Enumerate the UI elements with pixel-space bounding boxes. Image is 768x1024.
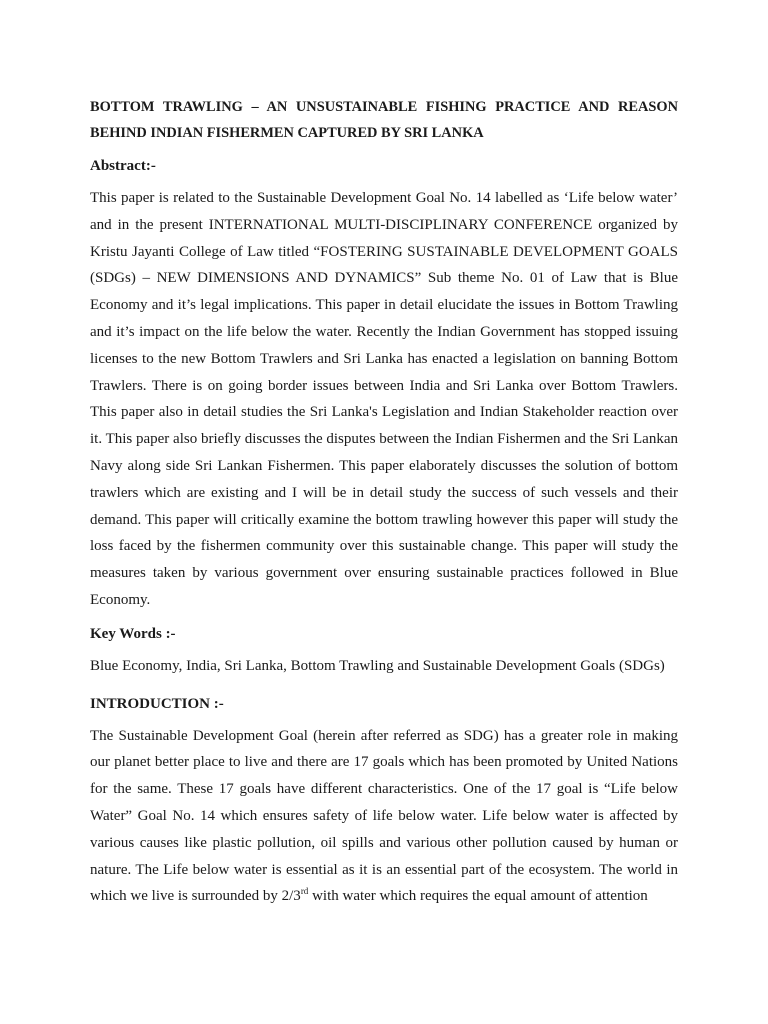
keywords-heading: Key Words :- [90,625,176,642]
abstract-paragraph: This paper is related to the Sustainable Development Goal No. 14 labelled as ‘Life below water’ and in the present INTERNATIONAL MULTI-DISCIPLINARY CONFERENCE organized by Kristu Jayanti College of Law titled “FOSTERING SUSTAINABLE DEVELOPMENT GOALS (SDGs) – NEW DIMENSIONS AND DYNAMICS” Sub theme No. 01 of Law that is Blue Economy and it’s legal implications. This paper in detail elucidate the issues in Bottom Trawling and it’s impact on the life below the water. Recently the Indian Government has stopped issuing licenses to the new Bottom Trawlers and Sri Lanka has enacted a legislation on banning Bottom Trawlers. There is on going border issues between India and Sri Lanka over Bottom Trawlers. This paper also in detail studies the Sri Lanka's Legislation and Indian Stakeholder reaction over it. This paper also briefly discusses the disputes between the Indian Fishermen and the Sri Lankan Navy along side Sri Lankan Fishermen. This paper elaborately discusses the solution of bottom trawlers which are existing and I will be in detail study the success of such vessels and their demand. This paper will critically examine the bottom trawling however this paper will study the loss faced by the fishermen community over this sustainable change. This paper will study the measures taken by various government over ensuring sustainable practices followed in Blue Economy. [90,190,678,608]
introduction-paragraph [90,723,678,911]
document-title: BOTTOM TRAWLING – AN UNSUSTAINABLE FISHING PRACTICE AND REASON BEHIND INDIAN FISHERMEN CAPTURED BY SRI LANKA [90,99,678,141]
abstract-heading: Abstract:- [90,158,156,174]
ordinal-superscript: rd [300,886,309,897]
introduction-text-continued: with water which requires the equal amount of attention [308,888,648,905]
keywords-paragraph: Blue Economy, India, Sri Lanka, Bottom Trawling and Sustainable Development Goals (SDGs) [90,657,665,674]
introduction-text: The Sustainable Development Goal (herein after referred as SDG) has a greater role in making our planet better place to live and there are 17 goals which has been promoted by United Nations for the same. These 17 goals have different characteristics. One of the 17 goal is “Life below Water” Goal No. 14 which ensures safety of life below water. Life below water is affected by various causes like plastic pollution, oil spills and various other pollution caused by human or nature. The Life below water is essential as it is an essential part of the ecosystem. The world in which we live is surrounded by 2/3 [90,727,678,905]
introduction-heading: INTRODUCTION :- [90,695,224,712]
